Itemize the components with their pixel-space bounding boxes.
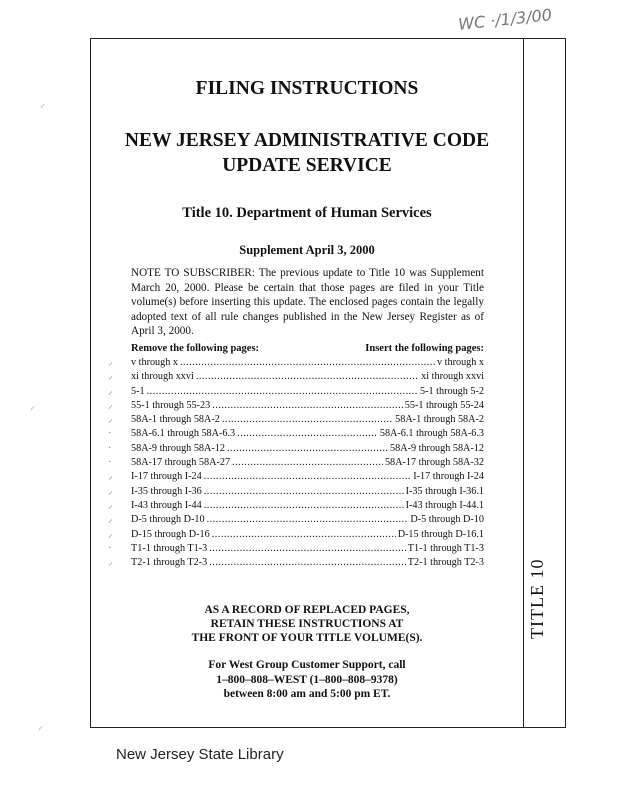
page-list bbox=[131, 356, 484, 570]
scan-mark: ⸝ bbox=[30, 401, 35, 412]
remove-pages: xi through xxvi bbox=[131, 371, 194, 383]
list-item bbox=[131, 499, 484, 513]
insert-pages: 58A-6.1 through 58A-6.3 bbox=[379, 428, 484, 440]
customer-support bbox=[90, 658, 524, 702]
handwritten-note: WC ·/1/3/00 bbox=[457, 5, 553, 34]
insert-pages: I-17 through I-24 bbox=[413, 471, 484, 483]
record-instructions bbox=[90, 603, 524, 645]
leader-dots bbox=[180, 356, 435, 370]
leader-dots bbox=[232, 456, 383, 470]
subscriber-note: NOTE TO SUBSCRIBER: The previous update to Title 10 was Supplement March 20, 2000. Please be certain that those pages are filed in your Title volume(s) before inserting this update. The enclosed pages contain the legally adopted text of all rule changes published in the New Jersey Register as of April 3, 2000. bbox=[131, 267, 484, 338]
list-item bbox=[131, 399, 484, 413]
leader-dots bbox=[237, 427, 378, 441]
insert-pages: v through x bbox=[437, 357, 484, 368]
remove-pages: I-17 through I-24 bbox=[131, 471, 202, 483]
library-footer: New Jersey State Library bbox=[116, 746, 284, 763]
list-item bbox=[131, 442, 484, 456]
list-item bbox=[131, 470, 484, 484]
insert-pages: 5-1 through 5-2 bbox=[420, 385, 484, 397]
remove-pages: T1-1 through T1-3 bbox=[131, 542, 208, 554]
remove-pages: I-43 through I-44 bbox=[131, 499, 202, 511]
support-line3: between 8:00 am and 5:00 pm ET. bbox=[223, 688, 391, 700]
remove-pages: 58A-1 through 58A-2 bbox=[131, 414, 220, 426]
title-subtitle: Title 10. Department of Human Services bbox=[182, 205, 432, 221]
leader-dots bbox=[204, 470, 412, 484]
leader-dots bbox=[204, 499, 404, 513]
leader-dots bbox=[209, 556, 406, 570]
leader-dots bbox=[212, 399, 403, 413]
list-item bbox=[131, 456, 484, 470]
list-item bbox=[131, 542, 484, 556]
remove-header: Remove the following pages: bbox=[131, 343, 260, 354]
remove-pages: D-5 through D-10 bbox=[131, 514, 205, 526]
list-item bbox=[131, 528, 484, 542]
code-heading-line2: UPDATE SERVICE bbox=[222, 155, 392, 176]
list-item bbox=[131, 356, 484, 370]
margin-checkmarks: ⸝ ⸝ ⸝ ⸝ ⸝ · · · ⸝ ⸝ ⸝ ⸝ ⸝ · ⸝ bbox=[108, 357, 113, 569]
support-line2: 1–800–808–WEST (1–800–808–9378) bbox=[216, 673, 398, 686]
insert-pages: 58A-1 through 58A-2 bbox=[395, 414, 484, 426]
leader-dots bbox=[212, 528, 396, 542]
remove-pages: v through x bbox=[131, 357, 178, 368]
insert-pages: I-43 through I-44.1 bbox=[405, 499, 484, 511]
list-item bbox=[131, 556, 484, 570]
support-line1: For West Group Customer Support, call bbox=[208, 659, 406, 671]
leader-dots bbox=[209, 542, 406, 556]
record-line2: RETAIN THESE INSTRUCTIONS AT bbox=[210, 618, 404, 630]
remove-pages: I-35 through I-36 bbox=[131, 485, 202, 497]
leader-dots bbox=[227, 442, 388, 456]
remove-pages: D-15 through D-16 bbox=[131, 528, 210, 540]
remove-pages: 58A-6.1 through 58A-6.3 bbox=[131, 428, 236, 440]
insert-pages: T1-1 through T1-3 bbox=[407, 542, 484, 554]
supplement-date: Supplement April 3, 2000 bbox=[239, 243, 375, 257]
remove-pages: 55-1 through 55-23 bbox=[131, 399, 211, 411]
insert-pages: I-35 through I-36.1 bbox=[405, 485, 484, 497]
leader-dots bbox=[196, 370, 419, 384]
record-line3: THE FRONT OF YOUR TITLE VOLUME(S). bbox=[191, 632, 423, 644]
insert-pages: xi through xxvi bbox=[421, 371, 484, 383]
remove-pages: 58A-17 through 58A-27 bbox=[131, 457, 231, 469]
insert-pages: 58A-17 through 58A-32 bbox=[384, 457, 484, 469]
insert-pages: 58A-9 through 58A-12 bbox=[390, 442, 484, 454]
remove-pages: T2-1 through T2-3 bbox=[131, 557, 208, 569]
record-line1: AS A RECORD OF REPLACED PAGES, bbox=[204, 604, 410, 616]
insert-pages: 55-1 through 55-24 bbox=[404, 399, 484, 411]
list-item bbox=[131, 485, 484, 499]
leader-dots bbox=[147, 385, 418, 399]
list-item bbox=[131, 385, 484, 399]
remove-pages: 58A-9 through 58A-12 bbox=[131, 442, 225, 454]
title-tab bbox=[524, 38, 566, 728]
scan-mark: ⸝ bbox=[38, 721, 43, 732]
insert-pages: D-15 through D-16.1 bbox=[397, 528, 484, 540]
remove-pages: 5-1 bbox=[131, 385, 145, 397]
list-item bbox=[131, 370, 484, 384]
leader-dots bbox=[222, 413, 393, 427]
code-heading-line1: NEW JERSEY ADMINISTRATIVE CODE bbox=[124, 130, 490, 151]
code-heading bbox=[90, 128, 524, 178]
leader-dots bbox=[207, 513, 409, 527]
scan-mark: ⸝ bbox=[40, 99, 45, 110]
insert-pages: D-5 through D-10 bbox=[410, 514, 484, 526]
insert-pages: T2-1 through T2-3 bbox=[407, 557, 484, 569]
leader-dots bbox=[204, 485, 404, 499]
list-item bbox=[131, 413, 484, 427]
page-title: FILING INSTRUCTIONS bbox=[195, 78, 419, 99]
tab-label: TITLE 10 bbox=[527, 558, 547, 639]
list-item bbox=[131, 513, 484, 527]
insert-header: Insert the following pages: bbox=[365, 343, 484, 354]
list-item bbox=[131, 427, 484, 441]
